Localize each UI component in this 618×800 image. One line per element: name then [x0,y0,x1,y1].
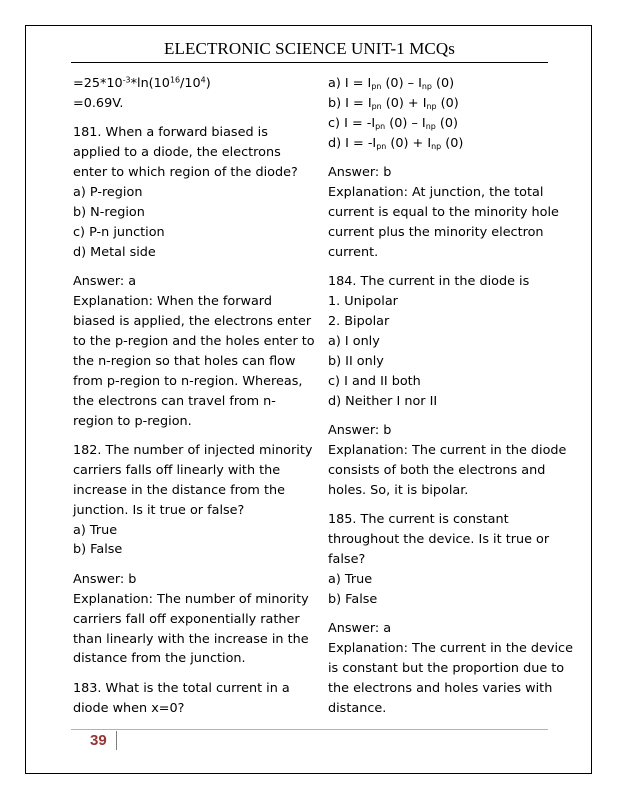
q184-option: d) Neither I nor II [328,393,438,409]
calc-line-1: $=25*10^{-3}*\ln(10^{16}/10^4)$ [73,75,211,91]
q182-text: increase in the distance from the [73,482,285,498]
page-number-separator [116,731,117,750]
q184-option: c) I and II both [328,373,421,389]
q182-option: a) True [73,522,118,538]
q184-explanation: consists of both the electrons and [328,462,546,478]
q184-option: b) II only [328,353,384,369]
q184-option: a) I only [328,333,380,349]
q185-text: 185. The current is constant [328,512,509,528]
q184-item: 2. Bipolar [328,313,390,329]
q183-explanation: current plus the minority electron [328,224,544,240]
q181-answer: Answer: a [73,274,137,290]
q183-answer: Answer: b [328,165,392,181]
q184-text: 184. The current in the diode is [328,274,530,290]
q182-explanation: than linearly with the increase in the [73,631,309,647]
q185-explanation: distance. [328,700,387,716]
q181-option: d) Metal side [73,244,156,260]
q182-answer: Answer: b [73,571,137,587]
q181-explanation: the n-region so that holes can flow [73,353,296,369]
left-column [73,74,315,719]
q181-explanation: from p-region to n-region. Whereas, [73,373,303,389]
q183-option: a) $I = I_{pn}$ $(0) - I_{np}$ (0) [328,76,455,91]
calc-line-2: =0.69V. [73,95,124,111]
page-number: 39 [90,732,107,749]
q181-text: applied to a diode, the electrons [73,145,281,161]
q181-explanation: Explanation: When the forward [73,294,272,310]
q181-text: enter to which region of the diode? [73,165,298,181]
q185-text: throughout the device. Is it true or [328,532,550,548]
q183-option: b) $I = I_{pn}$ $(0) + I_{np}$ (0) [328,95,459,111]
q182-explanation: carriers fall off exponentially rather [73,611,300,627]
q182-text: junction. Is it true or false? [73,502,245,518]
q182-explanation: Explanation: The number of minority [73,591,309,607]
q185-explanation: Explanation: The current in the device [328,641,573,657]
q185-answer: Answer: a [328,621,392,637]
q182-text: 182. The number of injected minority [73,442,313,458]
q182-explanation: distance from the junction. [73,651,246,667]
q183-option: c) $I = -I_{pn}$ $(0) - I_{np}$ (0) [328,115,458,131]
q181-explanation: the electrons can travel from n- [73,393,276,409]
header-divider [71,62,548,63]
q184-item: 1. Unipolar [328,294,398,310]
q185-explanation: the electrons and holes varies with [328,680,553,696]
q185-option: a) True [328,571,373,587]
q181-option: a) P-region [73,185,143,201]
q181-explanation: biased is applied, the electrons enter [73,313,312,329]
q184-answer: Answer: b [328,423,392,438]
q185-text: false? [328,551,366,567]
q181-option: c) P-n junction [73,224,165,240]
q183-text: 183. What is the total current in a [73,680,290,696]
q182-option: b) False [73,542,123,558]
q184-explanation: Explanation: The current in the diode [328,442,567,458]
q181-explanation: region to p-region. [73,413,192,429]
q183-option: d) $I = -I_{pn}$ $(0) + I_{np}$ (0) [328,135,464,151]
q185-option: b) False [328,591,378,607]
q181-text: 181. When a forward biased is [73,125,268,141]
q182-text: carriers falls off linearly with the [73,462,281,478]
footer-divider [71,729,548,730]
q185-explanation: is constant but the proportion due to [328,660,565,676]
q183-explanation: current. [328,244,379,260]
q183-explanation: current is equal to the minority hole [328,204,559,220]
q181-option: b) N-region [73,204,145,220]
q181-explanation: to the p-region and the holes enter to [73,333,315,349]
page-header-title: ELECTRONIC SCIENCE UNIT-1 MCQs [164,39,455,58]
q183-explanation: Explanation: At junction, the total [328,185,544,201]
q183-text: diode when x=0? [73,700,185,716]
right-column [328,74,573,719]
q184-explanation: holes. So, it is bipolar. [328,482,469,498]
